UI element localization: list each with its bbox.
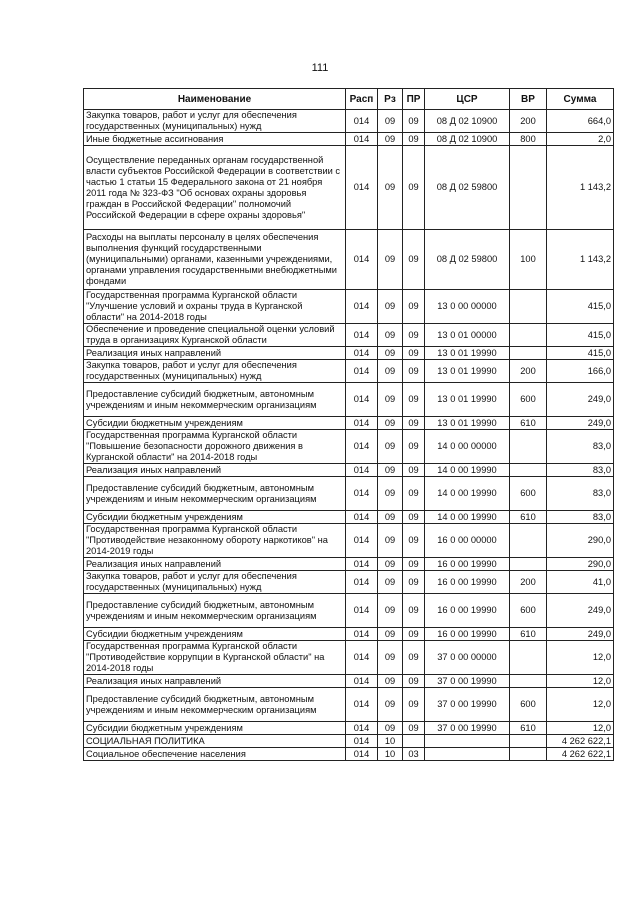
cell-vr: [510, 558, 547, 571]
cell-csr: 16 0 00 19990: [425, 594, 510, 628]
cell-csr: 14 0 00 19990: [425, 464, 510, 477]
cell-vr: 610: [510, 628, 547, 641]
cell-rasp: 014: [346, 675, 378, 688]
cell-sum: 83,0: [547, 477, 614, 511]
cell-vr: 600: [510, 594, 547, 628]
cell-name: Закупка товаров, работ и услуг для обеспечения государственных (муниципальных) нужд: [84, 360, 346, 383]
cell-name: Предоставление субсидий бюджетным, автономным учреждениям и иным некоммерческим организациям: [84, 688, 346, 722]
cell-rz: 09: [378, 675, 403, 688]
table-row: [84, 735, 614, 748]
cell-rz: 09: [378, 430, 403, 464]
cell-rz: 09: [378, 571, 403, 594]
cell-name: Субсидии бюджетным учреждениям: [84, 722, 346, 735]
cell-pr: 09: [403, 133, 425, 146]
table-row: [84, 558, 614, 571]
cell-pr: 09: [403, 417, 425, 430]
cell-rasp: 014: [346, 464, 378, 477]
cell-rasp: 014: [346, 748, 378, 761]
cell-rz: 09: [378, 594, 403, 628]
cell-name: Государственная программа Курганской области "Противодействие коррупции в Курганской области" на 2014-2018 годы: [84, 641, 346, 675]
cell-sum: 290,0: [547, 558, 614, 571]
cell-rasp: 014: [346, 641, 378, 675]
cell-name: Закупка товаров, работ и услуг для обеспечения государственных (муниципальных) нужд: [84, 110, 346, 133]
cell-sum: 12,0: [547, 641, 614, 675]
cell-rasp: 014: [346, 290, 378, 324]
cell-rasp: 014: [346, 735, 378, 748]
cell-rz: 09: [378, 511, 403, 524]
cell-pr: 09: [403, 594, 425, 628]
cell-vr: 610: [510, 511, 547, 524]
table-row: [84, 360, 614, 383]
budget-table: [83, 88, 614, 761]
cell-pr: 09: [403, 324, 425, 347]
table-header-row: [84, 89, 614, 110]
cell-pr: 03: [403, 748, 425, 761]
table-row: [84, 628, 614, 641]
cell-sum: 664,0: [547, 110, 614, 133]
cell-pr: 09: [403, 477, 425, 511]
cell-rz: 09: [378, 347, 403, 360]
cell-pr: 09: [403, 688, 425, 722]
cell-pr: 09: [403, 230, 425, 290]
cell-vr: 610: [510, 722, 547, 735]
cell-name: Реализация иных направлений: [84, 558, 346, 571]
cell-sum: 83,0: [547, 430, 614, 464]
cell-rz: 09: [378, 290, 403, 324]
cell-sum: 415,0: [547, 290, 614, 324]
header-name: Наименование: [84, 89, 346, 110]
table-row: [84, 430, 614, 464]
cell-rz: 10: [378, 735, 403, 748]
cell-rasp: 014: [346, 524, 378, 558]
cell-rasp: 014: [346, 688, 378, 722]
cell-vr: [510, 430, 547, 464]
cell-vr: 100: [510, 230, 547, 290]
cell-name: Субсидии бюджетным учреждениям: [84, 511, 346, 524]
cell-rz: 09: [378, 524, 403, 558]
cell-vr: 600: [510, 477, 547, 511]
cell-pr: 09: [403, 558, 425, 571]
cell-csr: 13 0 01 19990: [425, 347, 510, 360]
cell-name: Государственная программа Курганской области "Повышение безопасности дорожного движения в Курганской области" на 2014-2018 годы: [84, 430, 346, 464]
cell-csr: 08 Д 02 59800: [425, 230, 510, 290]
table-row: [84, 511, 614, 524]
cell-pr: 09: [403, 360, 425, 383]
cell-rz: 09: [378, 417, 403, 430]
cell-sum: 1 143,2: [547, 230, 614, 290]
cell-rz: 09: [378, 110, 403, 133]
cell-sum: 415,0: [547, 347, 614, 360]
cell-rz: 09: [378, 360, 403, 383]
cell-rasp: 014: [346, 110, 378, 133]
cell-pr: 09: [403, 722, 425, 735]
cell-rz: 09: [378, 146, 403, 230]
page-number: 111: [311, 62, 329, 74]
cell-rasp: 014: [346, 511, 378, 524]
cell-sum: 249,0: [547, 594, 614, 628]
cell-sum: 83,0: [547, 511, 614, 524]
cell-csr: 13 0 01 19990: [425, 360, 510, 383]
cell-name: Субсидии бюджетным учреждениям: [84, 628, 346, 641]
cell-rz: 09: [378, 628, 403, 641]
cell-name: Государственная программа Курганской области "Противодействие незаконному обороту наркотиков" на 2014-2019 годы: [84, 524, 346, 558]
table-row: [84, 477, 614, 511]
table-row: [84, 290, 614, 324]
cell-vr: 800: [510, 133, 547, 146]
cell-vr: [510, 347, 547, 360]
cell-rz: 09: [378, 464, 403, 477]
cell-csr: 37 0 00 19990: [425, 675, 510, 688]
cell-rasp: 014: [346, 477, 378, 511]
cell-rasp: 014: [346, 383, 378, 417]
cell-sum: 83,0: [547, 464, 614, 477]
cell-sum: 415,0: [547, 324, 614, 347]
cell-pr: 09: [403, 430, 425, 464]
cell-rz: 09: [378, 383, 403, 417]
cell-rasp: 014: [346, 417, 378, 430]
cell-vr: 600: [510, 383, 547, 417]
table-row: [84, 524, 614, 558]
table-row: [84, 110, 614, 133]
cell-sum: 290,0: [547, 524, 614, 558]
cell-rz: 09: [378, 230, 403, 290]
table-row: [84, 688, 614, 722]
cell-rasp: 014: [346, 430, 378, 464]
cell-name: Осуществление переданных органам государственной власти субъектов Российской Федерации в соответствии с частью 1 статьи 15 Федерального закона от 21 ноября 2011 года № 323-ФЗ "Об основах охраны здоровья граждан в Российской Федерации" полномочий Российской Федерации в сфере охраны здоровья": [84, 146, 346, 230]
cell-vr: 610: [510, 417, 547, 430]
cell-name: Социальное обеспечение населения: [84, 748, 346, 761]
cell-csr: 08 Д 02 10900: [425, 110, 510, 133]
cell-name: Реализация иных направлений: [84, 347, 346, 360]
cell-name: Предоставление субсидий бюджетным, автономным учреждениям и иным некоммерческим организациям: [84, 594, 346, 628]
cell-rasp: 014: [346, 146, 378, 230]
cell-sum: 249,0: [547, 417, 614, 430]
cell-sum: 1 143,2: [547, 146, 614, 230]
table-row: [84, 383, 614, 417]
cell-vr: [510, 524, 547, 558]
table-row: [84, 230, 614, 290]
cell-sum: 4 262 622,1: [547, 748, 614, 761]
cell-csr: 16 0 00 19990: [425, 558, 510, 571]
cell-name: Предоставление субсидий бюджетным, автономным учреждениям и иным некоммерческим организациям: [84, 383, 346, 417]
cell-sum: 12,0: [547, 722, 614, 735]
table-row: [84, 146, 614, 230]
cell-csr: 16 0 00 19990: [425, 571, 510, 594]
cell-pr: 09: [403, 110, 425, 133]
cell-sum: 12,0: [547, 688, 614, 722]
cell-pr: 09: [403, 464, 425, 477]
cell-csr: 14 0 00 19990: [425, 511, 510, 524]
cell-sum: 166,0: [547, 360, 614, 383]
table-row: [84, 594, 614, 628]
header-rz: Рз: [378, 89, 403, 110]
cell-vr: 600: [510, 688, 547, 722]
cell-name: Иные бюджетные ассигнования: [84, 133, 346, 146]
table-row: [84, 722, 614, 735]
cell-name: Реализация иных направлений: [84, 675, 346, 688]
cell-pr: 09: [403, 347, 425, 360]
table-row: [84, 748, 614, 761]
cell-pr: 09: [403, 511, 425, 524]
cell-csr: 14 0 00 00000: [425, 430, 510, 464]
cell-csr: 14 0 00 19990: [425, 477, 510, 511]
cell-vr: [510, 290, 547, 324]
cell-rz: 09: [378, 133, 403, 146]
cell-vr: [510, 146, 547, 230]
table-row: [84, 347, 614, 360]
cell-rz: 09: [378, 688, 403, 722]
cell-pr: 09: [403, 383, 425, 417]
cell-sum: 2,0: [547, 133, 614, 146]
cell-name: Государственная программа Курганской области "Улучшение условий и охраны труда в Курганской области" на 2014-2018 годы: [84, 290, 346, 324]
cell-pr: 09: [403, 641, 425, 675]
table-row: [84, 417, 614, 430]
cell-rasp: 014: [346, 133, 378, 146]
cell-name: Субсидии бюджетным учреждениям: [84, 417, 346, 430]
cell-csr: 08 Д 02 59800: [425, 146, 510, 230]
cell-rasp: 014: [346, 558, 378, 571]
header-pr: ПР: [403, 89, 425, 110]
table-row: [84, 133, 614, 146]
header-sum: Сумма: [547, 89, 614, 110]
table-row: [84, 675, 614, 688]
cell-csr: 16 0 00 19990: [425, 628, 510, 641]
cell-name: Реализация иных направлений: [84, 464, 346, 477]
cell-vr: [510, 464, 547, 477]
header-vr: ВР: [510, 89, 547, 110]
cell-csr: 13 0 01 19990: [425, 383, 510, 417]
table-row: [84, 571, 614, 594]
cell-rasp: 014: [346, 722, 378, 735]
cell-csr: 16 0 00 00000: [425, 524, 510, 558]
cell-sum: 249,0: [547, 628, 614, 641]
header-rasp: Расп: [346, 89, 378, 110]
cell-csr: 13 0 01 19990: [425, 417, 510, 430]
cell-rz: 09: [378, 722, 403, 735]
cell-name: Обеспечение и проведение специальной оценки условий труда в организациях Курганской области: [84, 324, 346, 347]
cell-vr: 200: [510, 110, 547, 133]
cell-csr: 37 0 00 19990: [425, 688, 510, 722]
cell-csr: [425, 748, 510, 761]
cell-vr: [510, 675, 547, 688]
cell-pr: 09: [403, 290, 425, 324]
cell-rasp: 014: [346, 324, 378, 347]
cell-sum: 249,0: [547, 383, 614, 417]
cell-rasp: 014: [346, 594, 378, 628]
table-row: [84, 641, 614, 675]
cell-rasp: 014: [346, 571, 378, 594]
cell-pr: [403, 735, 425, 748]
cell-pr: 09: [403, 675, 425, 688]
cell-rz: 09: [378, 558, 403, 571]
cell-vr: [510, 735, 547, 748]
cell-csr: 08 Д 02 10900: [425, 133, 510, 146]
cell-name: Закупка товаров, работ и услуг для обеспечения государственных (муниципальных) нужд: [84, 571, 346, 594]
header-csr: ЦСР: [425, 89, 510, 110]
cell-rz: 09: [378, 324, 403, 347]
cell-vr: [510, 748, 547, 761]
cell-csr: [425, 735, 510, 748]
cell-sum: 4 262 622,1: [547, 735, 614, 748]
cell-vr: 200: [510, 360, 547, 383]
cell-pr: 09: [403, 524, 425, 558]
cell-vr: [510, 641, 547, 675]
cell-rasp: 014: [346, 230, 378, 290]
cell-vr: 200: [510, 571, 547, 594]
cell-rasp: 014: [346, 628, 378, 641]
cell-csr: 13 0 01 00000: [425, 324, 510, 347]
cell-vr: [510, 324, 547, 347]
cell-name: Предоставление субсидий бюджетным, автономным учреждениям и иным некоммерческим организациям: [84, 477, 346, 511]
cell-pr: 09: [403, 571, 425, 594]
table-row: [84, 324, 614, 347]
cell-rz: 09: [378, 477, 403, 511]
cell-rz: 10: [378, 748, 403, 761]
table-row: [84, 464, 614, 477]
cell-rasp: 014: [346, 360, 378, 383]
cell-rz: 09: [378, 641, 403, 675]
cell-csr: 13 0 00 00000: [425, 290, 510, 324]
cell-rasp: 014: [346, 347, 378, 360]
cell-sum: 41,0: [547, 571, 614, 594]
cell-name: СОЦИАЛЬНАЯ ПОЛИТИКА: [84, 735, 346, 748]
cell-name: Расходы на выплаты персоналу в целях обеспечения выполнения функций государственными (муниципальными) органами, казенными учреждениями, органами управления государственными внебюджетными фондами: [84, 230, 346, 290]
cell-csr: 37 0 00 19990: [425, 722, 510, 735]
cell-pr: 09: [403, 628, 425, 641]
cell-pr: 09: [403, 146, 425, 230]
cell-csr: 37 0 00 00000: [425, 641, 510, 675]
cell-sum: 12,0: [547, 675, 614, 688]
